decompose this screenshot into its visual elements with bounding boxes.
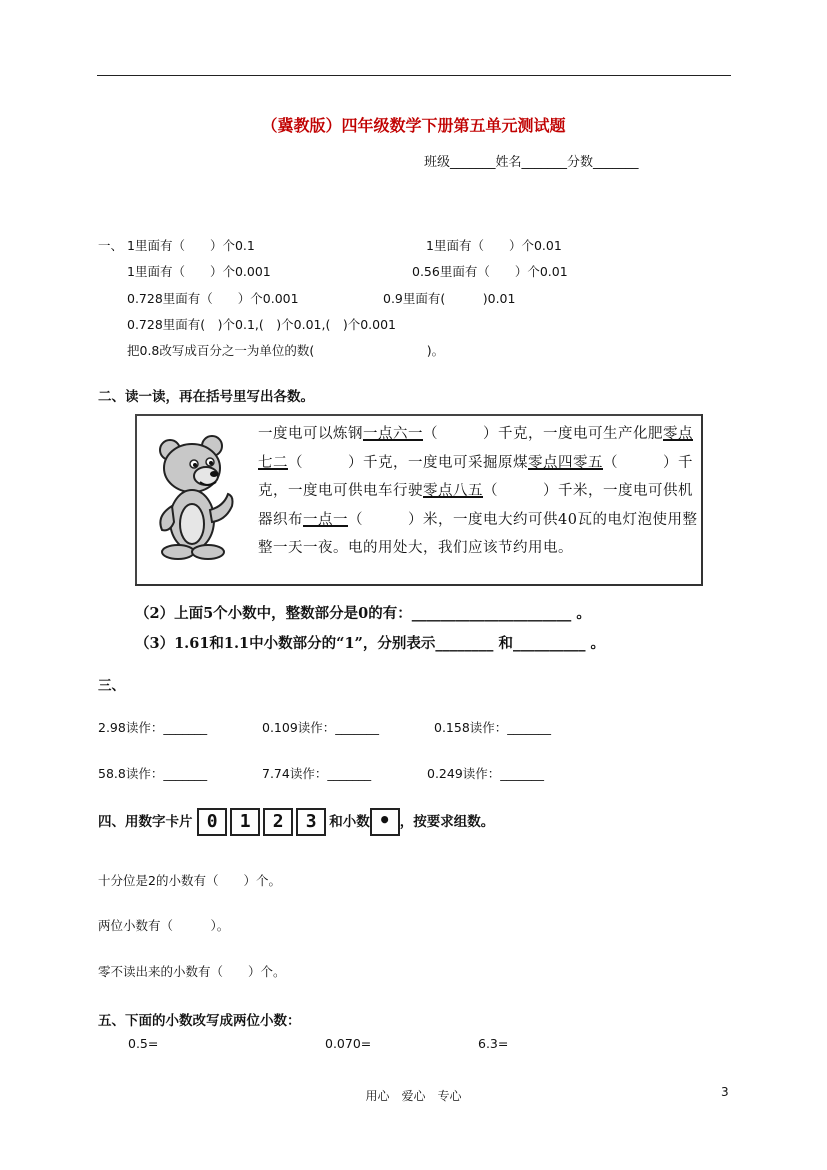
section1-line2-b: 0.56里面有（ ）个0.01 <box>412 264 568 279</box>
section1-line1-b: 1里面有（ ）个0.01 <box>426 238 562 253</box>
passage-part-3: （ ）千克，一度电可采掘原煤 <box>288 454 528 471</box>
passage-part-4: （ ）千克，一度电可供电车行驶 <box>258 454 693 499</box>
header-rule <box>97 75 731 76</box>
digit-card-0: 0 <box>197 808 227 836</box>
section3-item-2: 0.109读作：_______ <box>262 720 380 735</box>
section1-line1-a: 1里面有（ ）个0.1 <box>127 238 255 253</box>
section3-item-3: 0.158读作：_______ <box>434 720 552 735</box>
section5-item-1: 0.5= <box>128 1036 159 1051</box>
section2-heading: 二、读一读，再在括号里写出各数。 <box>98 389 314 405</box>
passage-number-3: 零点四零五 <box>528 454 603 471</box>
section3-item-5: 7.74读作：_______ <box>262 766 372 781</box>
section5-item-2: 0.070= <box>325 1036 372 1051</box>
page-footer: 用心 爱心 专心 <box>365 1089 462 1103</box>
section2-question3: （3）1.61和1.1中小数部分的“1”，分别表示________ 和__________ 。 <box>135 635 605 652</box>
passage-part-1: 一度电可以炼钢 <box>258 426 363 442</box>
digit-card-3: 3 <box>296 808 326 836</box>
passage-number-4: 零点八五 <box>423 483 483 499</box>
passage-part-6: （ ）米，一度电大约可供40瓦的电灯泡使用整整一天一夜。电的用处大，我们应该节约用电。 <box>258 511 698 556</box>
section1-line5: 把0.8改写成百分之一为单位的数( )。 <box>127 343 445 358</box>
section5-heading: 五、下面的小数改写成两位小数： <box>98 1013 301 1029</box>
section4-line-3: 零不读出来的小数有（ ）个。 <box>98 964 286 979</box>
student-info-line: 班级_______姓名_______分数_______ <box>424 155 639 170</box>
passage-number-5: 一点一 <box>303 511 348 528</box>
section4-heading-mid: 和小数 <box>329 814 370 830</box>
page-number: 3 <box>721 1085 729 1099</box>
section1-heading: 一、 <box>98 238 124 253</box>
section1-line3-a: 0.728里面有（ ）个0.001 <box>127 291 299 306</box>
section3-item-6: 0.249读作：_______ <box>427 766 545 781</box>
passage-part-5: （ ）千米，一度电可供机器织布 <box>258 483 693 528</box>
passage-text <box>258 420 698 563</box>
section4-heading-post: ，按要求组数。 <box>399 814 495 830</box>
section3-item-1: 2.98读作：_______ <box>98 720 208 735</box>
digit-card-2: 2 <box>263 808 293 836</box>
passage-number-2: 零点七二 <box>258 426 693 471</box>
section3-item-4: 58.8读作：_______ <box>98 766 208 781</box>
section3-heading: 三、 <box>98 678 125 694</box>
section1-line2-a: 1里面有（ ）个0.001 <box>127 264 271 279</box>
section1-line4: 0.728里面有( )个0.1,( )个0.01,( )个0.001 <box>127 317 396 332</box>
passage-part-2: （ ）千克，一度电可生产化肥 <box>423 426 663 442</box>
passage-number-1: 一点六一 <box>363 426 423 442</box>
bear-illustration <box>148 432 238 562</box>
decimal-point-card: • <box>370 808 400 836</box>
section4-heading <box>98 807 494 837</box>
section2-question2: （2）上面5个小数中，整数部分是0的有：______________________ 。 <box>135 605 591 622</box>
section4-line-1: 十分位是2的小数有（ ）个。 <box>98 873 281 888</box>
section5-item-3: 6.3= <box>478 1036 509 1051</box>
section4-line-2: 两位小数有（ ）。 <box>98 918 230 933</box>
digit-card-1: 1 <box>230 808 260 836</box>
section4-heading-pre: 四、用数字卡片 <box>98 814 193 830</box>
section1-line3-b: 0.9里面有( )0.01 <box>383 291 516 306</box>
page-title: （冀教版）四年级数学下册第五单元测试题 <box>261 116 566 135</box>
